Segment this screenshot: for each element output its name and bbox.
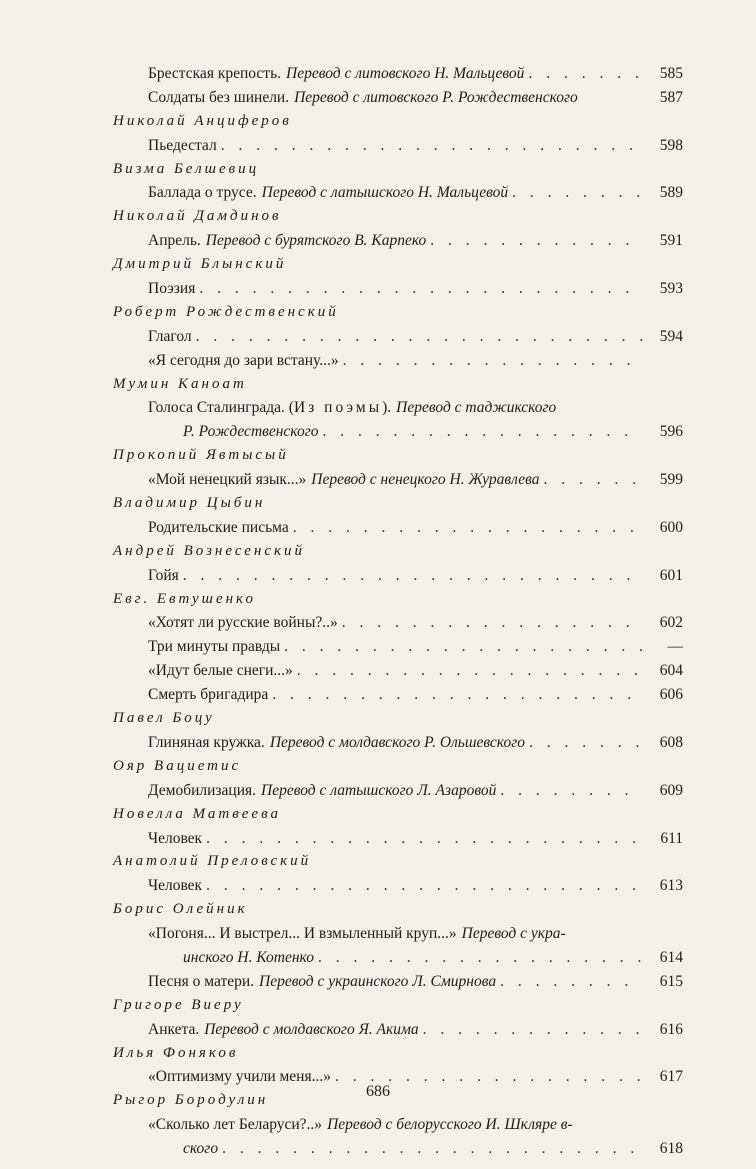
entry-title: «Погоня... И выстрел... И взмыленный круп...» [148, 925, 457, 943]
entry-title: Песня о матери. [148, 972, 255, 990]
entry-page-number: 587 [659, 88, 683, 106]
dot-leader [500, 970, 643, 994]
entry-page-number: 589 [659, 184, 683, 202]
entry-page-number: 591 [659, 232, 683, 250]
toc-entry [113, 731, 683, 755]
entry-title: Гойя [148, 566, 179, 584]
toc-entry [113, 779, 683, 803]
author-heading: Николай Анциферов [113, 112, 292, 129]
dot-leader [206, 827, 643, 851]
entry-page-number: — [667, 638, 683, 656]
dot-leader [293, 516, 643, 540]
entry-title: Пьедестал [148, 136, 217, 154]
toc-entry [113, 564, 683, 588]
entry-title: Смерть бригадира [148, 686, 269, 704]
toc-entry [113, 827, 683, 851]
toc-entry [113, 922, 683, 946]
dot-leader [272, 683, 643, 707]
author-heading: Борис Олейник [113, 901, 248, 918]
toc-entry [113, 659, 683, 683]
entry-translation: Перевод с молдавского Р. Ольшевского [269, 733, 526, 751]
dot-leader [529, 731, 643, 755]
author-heading: Владимир Цыбин [113, 495, 266, 512]
entry-translation: Перевод с украинского Л. Смирнова [259, 972, 497, 990]
entry-translation: Перевод с укра- [461, 925, 566, 943]
entry-page-number: 614 [659, 948, 683, 966]
toc-entry [113, 229, 683, 253]
dot-leader [543, 468, 643, 492]
author-heading: Григоре Виеру [113, 996, 244, 1013]
entry-translation: Перевод с таджикского [396, 399, 557, 417]
entry-title: Демобилизация. [148, 781, 257, 799]
dot-leader [343, 349, 643, 373]
entry-page-number: 611 [660, 829, 683, 847]
author-heading: Илья Фоняков [113, 1044, 239, 1061]
entry-title: Глиняная кружка. [148, 733, 265, 751]
dot-leader [222, 1137, 643, 1161]
toc-entry [113, 635, 683, 659]
dot-leader [342, 611, 643, 635]
entry-page-number: 585 [659, 65, 683, 82]
author-heading: Евг. Евтушенко [113, 590, 256, 607]
toc-entry [113, 181, 683, 205]
entry-title: Баллада о трусе. [148, 184, 257, 202]
entry-page-number: 617 [659, 1068, 683, 1086]
entry-title: «Мой ненецкий язык...» [148, 471, 307, 489]
entry-title: «Идут белые снеги...» [148, 662, 293, 680]
entry-title: «Сколько лет Беларуси?..» [148, 1116, 323, 1134]
entry-page-number: 618 [659, 1140, 683, 1158]
dot-leader [423, 1018, 643, 1042]
author-heading: Павел Боцу [113, 710, 215, 727]
dot-leader [500, 779, 643, 803]
entry-translation: Р. Рождественского [183, 423, 319, 441]
toc-entry [113, 325, 683, 349]
toc-entry [113, 611, 683, 635]
author-heading: Новелла Матвеева [113, 805, 281, 822]
entry-page-number: 594 [659, 327, 683, 345]
entry-title: Анкета. [148, 1020, 200, 1038]
entry-translation: Перевод с бурятского В. Карпеко [205, 232, 427, 250]
entry-page-number: 601 [659, 566, 683, 584]
author-heading: Мумин Каноат [113, 375, 247, 392]
entry-page-number: 599 [659, 471, 683, 489]
toc-entry-continuation [113, 420, 683, 444]
entry-title: Глагол [148, 327, 192, 345]
author-heading: Рыгор Бородулин [113, 1092, 269, 1109]
page-number: 686 [366, 1083, 390, 1100]
dot-leader [528, 62, 643, 86]
toc-entry [113, 970, 683, 994]
entry-title: Родительские письма [148, 518, 289, 536]
dot-leader [430, 229, 643, 253]
entry-title: «Хотят ли русские войны?..» [148, 614, 338, 632]
toc-entry [113, 516, 683, 540]
table-of-contents [113, 62, 683, 1161]
dot-leader [318, 946, 643, 970]
entry-translation: Перевод с ненецкого Н. Журавлева [311, 471, 540, 489]
entry-title: Человек [148, 877, 203, 895]
entry-page-number: 604 [659, 662, 683, 680]
toc-entry [113, 683, 683, 707]
entry-title: «Оптимизму учили меня...» [148, 1068, 331, 1086]
entry-page-number: 608 [659, 733, 683, 751]
entry-translation: Перевод с молдавского Я. Акима [204, 1020, 419, 1038]
entry-translation: Перевод с литовского Н. Мальцевой [286, 65, 525, 82]
entry-title: Голоса Сталинграда. ( [148, 399, 294, 417]
dot-leader [206, 874, 643, 898]
dot-leader [183, 564, 643, 588]
entry-title: Брестская крепость. [148, 65, 282, 82]
entry-page-number: 609 [659, 781, 683, 799]
entry-title: «Я сегодня до зари встану...» [148, 351, 339, 369]
entry-page-number: 600 [659, 518, 683, 536]
entry-title: Солдаты без шинели. [148, 88, 290, 106]
entry-page-number: 598 [659, 136, 683, 154]
author-heading: Ояр Вациетис [113, 757, 242, 774]
toc-entry [113, 1018, 683, 1042]
entry-page-number: 596 [659, 423, 683, 441]
entry-title: Апрель. [148, 232, 201, 250]
entry-title-tail: ). [382, 399, 392, 417]
toc-entry [113, 134, 683, 158]
dot-leader [284, 635, 643, 659]
entry-translation: Перевод с белорусского И. Шкляре в- [327, 1116, 573, 1134]
entry-translation: Перевод с литовского Р. Рождественского [294, 88, 578, 106]
entry-title: Три минуты правды [148, 638, 281, 656]
entry-page-number: 602 [659, 614, 683, 632]
entry-page-number: 615 [659, 972, 683, 990]
toc-entry [113, 349, 683, 373]
toc-entry [113, 86, 683, 110]
entry-translation: инского Н. Котенко [183, 948, 314, 966]
entry-translation: ского [183, 1140, 219, 1158]
toc-entry [113, 468, 683, 492]
toc-entry [113, 396, 683, 420]
dot-leader [221, 134, 643, 158]
entry-page-number: 613 [659, 877, 683, 895]
dot-leader [297, 659, 643, 683]
entry-translation: Перевод с латышского Н. Мальцевой [261, 184, 509, 202]
toc-entry [113, 62, 683, 86]
author-heading: Прокопий Явтысый [113, 447, 289, 464]
author-heading: Роберт Рождественский [113, 303, 339, 320]
author-heading: Визма Белшевиц [113, 160, 260, 177]
author-heading: Николай Дамдинов [113, 208, 282, 225]
dot-leader [196, 325, 643, 349]
author-heading: Анатолий Преловский [113, 853, 312, 870]
entry-page-number: 616 [659, 1020, 683, 1038]
entry-page-number: 593 [659, 280, 683, 298]
dot-leader [512, 181, 643, 205]
entry-translation: Перевод с латышского Л. Азаровой [261, 781, 497, 799]
entry-title: Человек [148, 829, 203, 847]
toc-entry [113, 874, 683, 898]
dot-leader [199, 277, 643, 301]
toc-entry [113, 277, 683, 301]
entry-spaced-text: Из поэмы [293, 399, 383, 417]
entry-page-number: 606 [659, 686, 683, 704]
toc-entry-continuation [113, 1137, 683, 1161]
toc-entry [113, 1113, 683, 1137]
dot-leader [323, 420, 643, 444]
entry-title: Поэзия [148, 280, 196, 298]
toc-entry-continuation [113, 946, 683, 970]
author-heading: Дмитрий Блынский [113, 256, 287, 273]
author-heading: Андрей Вознесенский [113, 542, 306, 559]
